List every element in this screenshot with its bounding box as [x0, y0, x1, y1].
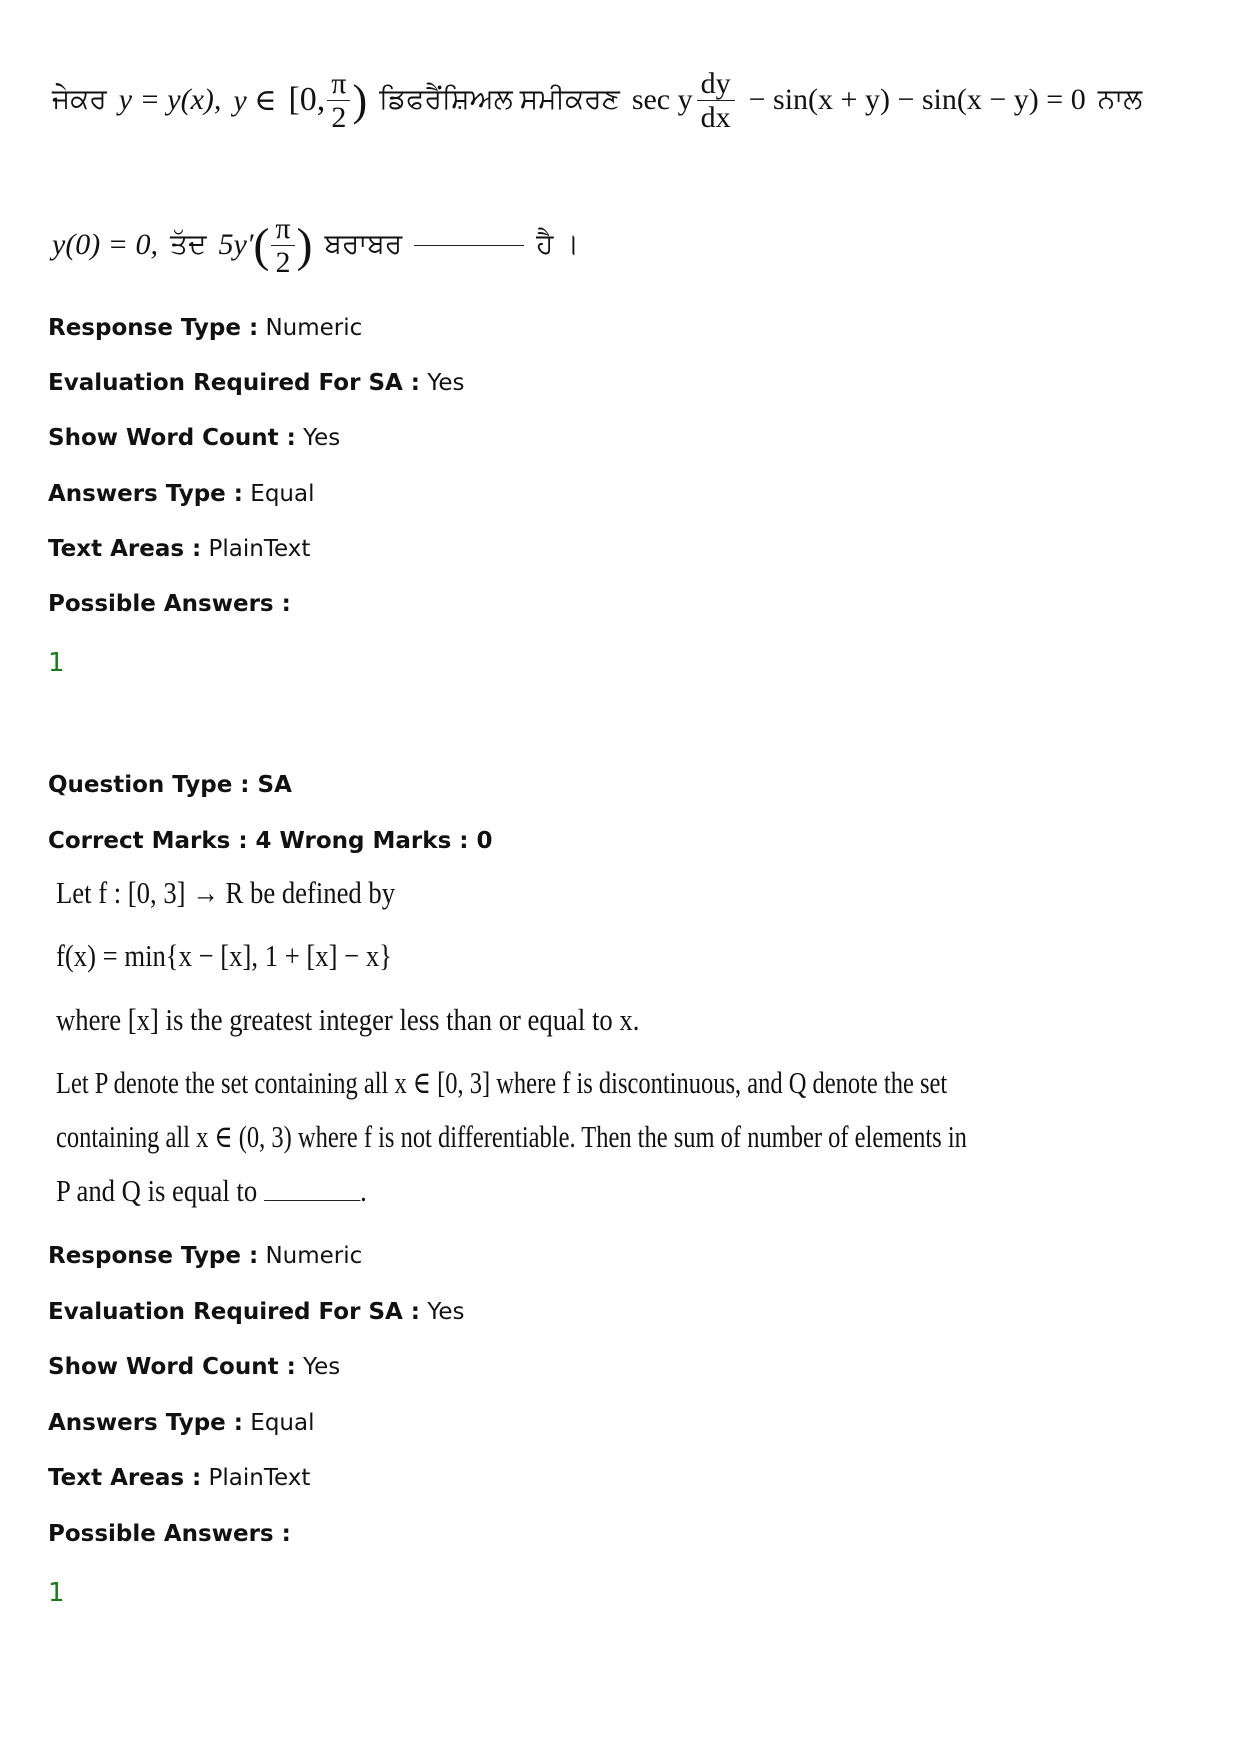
q1-then-word: ਤੱਦ [170, 229, 207, 260]
q2-line-6 [56, 1173, 367, 1209]
q2-response-type [48, 1242, 362, 1270]
label: Evaluation Required For SA : [48, 370, 421, 396]
q1-eq-word: ਡਿਫਰੈਂਸ਼ਿਅਲ ਸਮੀਕਰਣ [379, 84, 620, 115]
q2-eval-required [48, 1298, 464, 1326]
q2-show-word-count [48, 1353, 340, 1381]
q1-response-type [48, 314, 362, 342]
q1-show-word-count [48, 424, 340, 452]
q1-if-word: ਜੇਕਰ [52, 84, 107, 115]
q1-text-areas [48, 535, 310, 563]
q1-line1 [52, 55, 1142, 145]
q1-end-word: ਹੈ । [536, 229, 580, 260]
q1-interval-open: [0, [288, 81, 326, 118]
q1-answer-value: 1 [48, 648, 65, 678]
q1-dy: dy [697, 67, 735, 101]
q2-answers-type [48, 1409, 315, 1437]
label: Answers Type : [48, 1410, 243, 1436]
q1-five-y: 5y′ [218, 228, 254, 261]
q1-two: 2 [331, 100, 347, 134]
q1-paren-open: ( [253, 218, 270, 272]
q2-line-6-end: . [360, 1173, 367, 1208]
q1-line2 [52, 205, 579, 285]
q2-text-areas [48, 1464, 310, 1492]
label: Response Type : [48, 315, 259, 341]
q1-answers-type [48, 480, 315, 508]
q1-answer-blank [414, 245, 524, 246]
value: PlainText [208, 536, 311, 562]
label: Response Type : [48, 1243, 259, 1269]
q1-sec-y: sec y [631, 83, 693, 116]
label: Possible Answers : [48, 591, 291, 617]
value: Equal [250, 1410, 315, 1436]
q2-line-2: f(x) = min{x − [x], 1 + [x] − x} [56, 938, 392, 973]
q1-pi-b: π [271, 212, 294, 246]
q2-answer-value: 1 [48, 1578, 65, 1608]
q2-line-3: where [x] is the greatest integer less than or equal to x. [56, 1002, 640, 1037]
q1-interval-close: ) [352, 75, 368, 125]
q2-marks [48, 827, 492, 855]
label: Show Word Count : [48, 1354, 296, 1380]
label: Text Areas : [48, 536, 202, 562]
q1-condition: y(0) = 0, [52, 228, 159, 261]
q2-marks-text: Correct Marks : 4 Wrong Marks : 0 [48, 828, 493, 854]
q1-equals-word: ਬਰਾਬਰ [324, 229, 403, 260]
q1-pi: π [327, 67, 350, 101]
label: Text Areas : [48, 1465, 202, 1491]
q1-pi-over-2-b [271, 212, 294, 279]
q1-possible-answers [48, 590, 291, 618]
q2-line-5: containing all x ∈ (0, 3) where f is not differentiable. Then the sum of number of elements in [56, 1119, 967, 1154]
q1-y-in: y ∈ [233, 83, 277, 117]
q1-dx: dx [700, 100, 731, 134]
q1-equation-rest: − sin(x + y) − sin(x − y) = 0 [748, 83, 1086, 116]
value: Yes [427, 1299, 465, 1325]
q2-question-type-text: Question Type : SA [48, 772, 292, 798]
q2-line-4: Let P denote the set containing all x ∈ [0, 3] where f is discontinuous, and Q denote the set [56, 1065, 948, 1100]
value: Numeric [265, 315, 363, 341]
label: Answers Type : [48, 481, 243, 507]
q1-pi-over-2 [327, 67, 350, 134]
q1-with-word: ਨਾਲ [1097, 84, 1143, 115]
q2-line-1: Let f : [0, 3] → R be defined by [56, 875, 396, 910]
q1-dydx [697, 67, 735, 134]
q1-y-eq: y = y(x), [118, 83, 222, 116]
q2-question-type [48, 771, 292, 799]
q2-possible-answers [48, 1520, 291, 1548]
label: Possible Answers : [48, 1521, 291, 1547]
q2-answer-blank [264, 1200, 360, 1201]
q2-line-6-text: P and Q is equal to [56, 1173, 258, 1208]
value: Numeric [265, 1243, 363, 1269]
value: Yes [303, 1354, 341, 1380]
label: Evaluation Required For SA : [48, 1299, 421, 1325]
q1-interval [288, 67, 367, 134]
label: Show Word Count : [48, 425, 296, 451]
value: PlainText [208, 1465, 311, 1491]
value: Equal [250, 481, 315, 507]
q1-eval-required [48, 369, 464, 397]
value: Yes [427, 370, 465, 396]
q1-paren-close: ) [296, 218, 313, 272]
value: Yes [303, 425, 341, 451]
q1-five-y-prime [219, 212, 313, 279]
q1-two-b: 2 [275, 245, 291, 279]
